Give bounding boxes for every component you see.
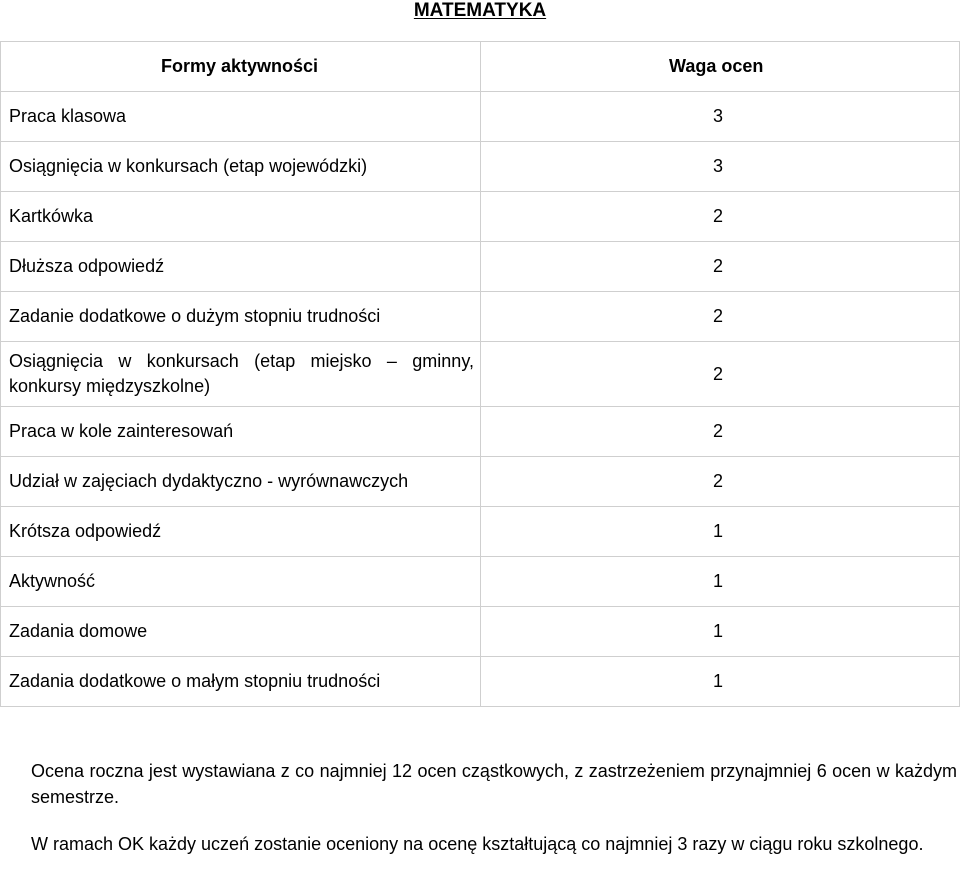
weight-cell: 1 — [481, 607, 960, 657]
weight-cell: 3 — [481, 92, 960, 142]
document-title-text: MATEMATYKA — [413, 0, 547, 21]
activity-cell: Udział w zajęciach dydaktyczno - wyrównawczych — [1, 457, 481, 507]
document-title — [0, 0, 960, 22]
weight-cell: 1 — [481, 657, 960, 707]
weight-cell: 2 — [481, 342, 960, 407]
weight-cell: 1 — [481, 557, 960, 607]
activity-cell: Zadania domowe — [1, 607, 481, 657]
column-header-activity: Formy aktywności — [1, 42, 481, 92]
formative-assessment-note: W ramach OK każdy uczeń zostanie oceniony na ocenę kształtującą co najmniej 3 razy w ciągu roku szkolnego. — [31, 834, 924, 854]
activity-cell: Kartkówka — [1, 192, 481, 242]
table-row — [1, 457, 960, 507]
weight-cell: 3 — [481, 142, 960, 192]
table-row — [1, 142, 960, 192]
activity-cell: Osiągnięcia w konkursach (etap wojewódzki) — [1, 142, 481, 192]
grade-weights-table — [0, 41, 960, 707]
weight-cell: 1 — [481, 507, 960, 557]
activity-cell: Krótsza odpowiedź — [1, 507, 481, 557]
activity-cell: Osiągnięcia w konkursach (etap miejsko – gminny, konkursy międzyszkolne) — [1, 342, 481, 407]
activity-cell: Praca klasowa — [1, 92, 481, 142]
table-row — [1, 242, 960, 292]
table-row — [1, 607, 960, 657]
activity-cell: Zadania dodatkowe o małym stopniu trudności — [1, 657, 481, 707]
table-row — [1, 407, 960, 457]
table-row — [1, 657, 960, 707]
column-header-weight: Waga ocen — [481, 42, 960, 92]
activity-cell: Dłuższa odpowiedź — [1, 242, 481, 292]
table-row — [1, 92, 960, 142]
table-header-row — [1, 42, 960, 92]
weight-cell: 2 — [481, 292, 960, 342]
weight-cell: 2 — [481, 192, 960, 242]
activity-cell: Aktywność — [1, 557, 481, 607]
table-row — [1, 507, 960, 557]
activity-cell: Zadanie dodatkowe o dużym stopniu trudności — [1, 292, 481, 342]
table-row — [1, 192, 960, 242]
weight-cell: 2 — [481, 457, 960, 507]
table-row — [1, 292, 960, 342]
annual-grade-note: Ocena roczna jest wystawiana z co najmniej 12 ocen cząstkowych, z zastrzeżeniem przynajmniej 6 ocen w każdym semestrze. — [31, 761, 957, 807]
weight-cell: 2 — [481, 407, 960, 457]
table-row — [1, 342, 960, 407]
table-row — [1, 557, 960, 607]
weight-cell: 2 — [481, 242, 960, 292]
activity-cell: Praca w kole zainteresowań — [1, 407, 481, 457]
